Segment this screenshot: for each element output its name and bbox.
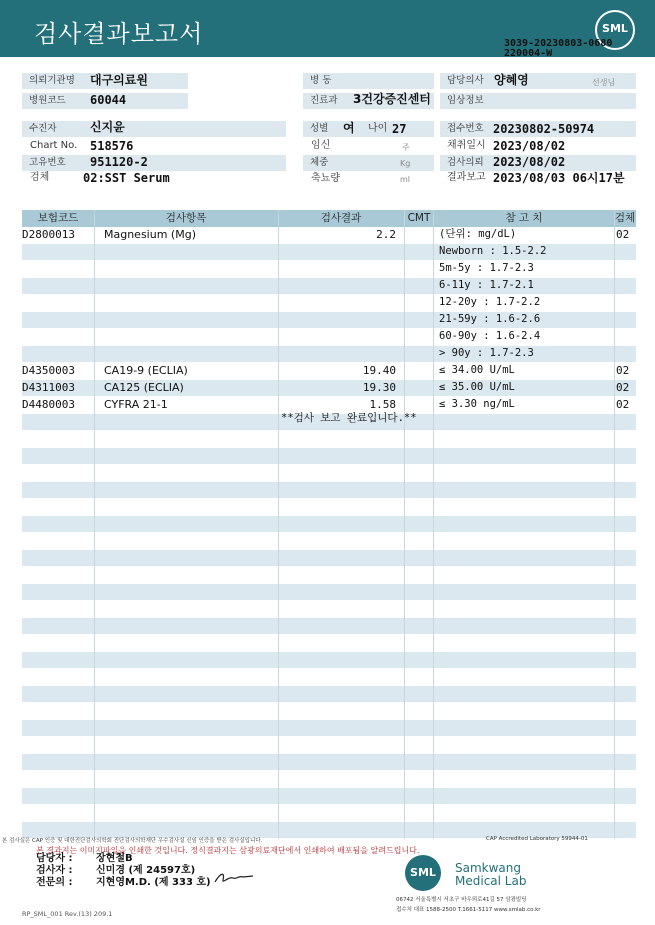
col-result: 검사결과 (320, 212, 362, 224)
chart-value: 518576 (90, 139, 134, 153)
row-result: 1.58 (369, 398, 396, 411)
row-item: CA125 (ECLIA) (104, 381, 184, 394)
col-cmt: CMT (407, 212, 431, 224)
requested-label: 검사의뢰 (440, 155, 636, 171)
col-divider (433, 210, 434, 839)
sex-label: 성별 (303, 121, 434, 137)
staff-name: 지현영M.D. (제 333 호) (96, 877, 211, 888)
weight-unit: Kg (400, 159, 411, 168)
hospital-value: 대구의료원 (90, 73, 148, 87)
sex-value: 여 (343, 121, 355, 135)
table-stripe-row (22, 584, 636, 600)
report-id-line2: 220004-W (504, 48, 553, 59)
urine-label: 축뇨량 (311, 173, 340, 184)
requested-value: 2023/08/02 (493, 155, 566, 169)
staff-label: 전문의 : (36, 877, 73, 888)
staff-label: 담당자 : (36, 853, 73, 864)
table-stripe-row (22, 754, 636, 770)
table-stripe-row (22, 618, 636, 634)
brand-address: 06742 서울특별시 서초구 바우뫼로41길 57 삼광빌딩 (396, 897, 527, 903)
hospital-code-label: 병원코드 (22, 93, 188, 109)
specimen-label: 검체 (30, 172, 50, 183)
row-item: CYFRA 21-1 (104, 398, 168, 411)
staff-tester (36, 865, 195, 877)
dept-label: 진료과 (303, 93, 434, 109)
col-divider (278, 210, 279, 839)
col-divider (94, 210, 95, 839)
report-title: 검사결과보고서 (34, 20, 204, 48)
col-specimen: 검체 (614, 212, 636, 224)
ref-line: (단위: mg/dL) (439, 228, 517, 240)
results-table-header (22, 210, 636, 227)
row-code: D4350003 (22, 364, 75, 377)
ref-line: ≤ 35.00 U/mL (439, 381, 515, 393)
row-code: D2800013 (22, 228, 75, 241)
row-specimen: 02 (616, 398, 630, 411)
sml-brand-logo-icon: SML (405, 855, 441, 891)
age-value: 27 (392, 122, 407, 136)
report-id-line1: 3039-20230803-0680 (504, 38, 613, 49)
ref-line: 6-11y : 1.7-2.1 (439, 279, 534, 291)
patient-label: 수진자 (22, 121, 286, 137)
receipt-label: 접수번호 (440, 121, 636, 137)
ref-line: ≤ 34.00 U/mL (439, 364, 515, 376)
row-result: 2.2 (376, 228, 396, 241)
ref-line: > 90y : 1.7-2.3 (439, 347, 534, 359)
row-specimen: 02 (616, 364, 630, 377)
row-specimen: 02 (616, 228, 630, 241)
table-stripe-row (22, 686, 636, 702)
collected-value: 2023/08/02 (493, 139, 566, 153)
cert-text: 본 검사실은 CAP 인증 및 대한진단검사의학회 진단검사의학재단 우수검사실 신임 인증을 받은 검사실입니다. (2, 838, 263, 844)
ref-line: 60-90y : 1.6-2.4 (439, 330, 541, 342)
ward-label: 병 동 (303, 73, 434, 89)
hospital-code-value: 60044 (90, 93, 127, 107)
doctor-value: 양혜영 (494, 73, 529, 87)
col-reference: 참 고 치 (505, 212, 543, 224)
ref-line: 12-20y : 1.7-2.2 (439, 296, 541, 308)
weight-label: 체중 (303, 155, 434, 171)
table-stripe-row (22, 482, 636, 498)
id-value: 951120-2 (90, 155, 148, 169)
table-stripe-row (22, 346, 636, 362)
staff-name: 장현철B (96, 853, 133, 864)
staff-label: 검사자 : (36, 865, 73, 876)
row-result: 19.30 (362, 381, 396, 394)
staff-specialist (36, 877, 211, 889)
brand-line1: Samkwang (455, 861, 521, 875)
table-stripe-row (22, 278, 636, 294)
table-stripe-row (22, 788, 636, 804)
urine-unit: ml (400, 175, 411, 184)
dept-value: 3건강증진센터 (353, 92, 431, 106)
specimen-value: 02:SST Serum (83, 171, 170, 185)
table-stripe-row (22, 550, 636, 566)
cap-text: CAP Accredited Laboratory 59944-01 (486, 836, 588, 842)
patient-value: 신지윤 (90, 120, 125, 134)
table-stripe-row (22, 312, 636, 328)
receipt-value: 20230802-50974 (493, 122, 595, 136)
print-notice: 본 결과지는 이미지파일을 인쇄한 것입니다. 정식결과지는 삼광의료재단에서 인쇄하여 배포됨을 알려드립니다. (36, 846, 420, 855)
id-label: 고유번호 (22, 155, 286, 171)
row-item: CA19-9 (ECLIA) (104, 364, 188, 377)
form-version: RP_SML_001 Rev.(13) 209.1 (22, 910, 113, 918)
collected-label: 채취일시 (447, 140, 486, 151)
staff-manager (36, 853, 133, 865)
row-specimen: 02 (616, 381, 630, 394)
ref-line: 21-59y : 1.6-2.6 (439, 313, 541, 325)
staff-name: 신미경 (제 24597호) (96, 865, 196, 876)
row-item: Magnesium (Mg) (104, 228, 196, 241)
pregnancy-label: 임신 (311, 140, 331, 151)
age-label: 나이 (368, 123, 388, 134)
row-code: D4311003 (22, 381, 75, 394)
clinical-info-label: 임상정보 (440, 93, 636, 109)
sml-logo-icon: SML (595, 10, 635, 50)
col-insurance-code: 보험코드 (37, 212, 79, 224)
signature-icon (213, 870, 255, 886)
ref-line: 5m-5y : 1.7-2.3 (439, 262, 534, 274)
row-result: 19.40 (362, 364, 396, 377)
chart-label: Chart No. (30, 140, 78, 151)
ref-line: ≤ 3.30 ng/mL (439, 398, 515, 410)
completion-message: **검사 보고 완료입니다.** (281, 412, 417, 424)
table-stripe-row (22, 652, 636, 668)
col-test-item: 검사항목 (165, 212, 207, 224)
brand-name (455, 862, 526, 888)
pregnancy-unit: 주 (402, 143, 410, 152)
brand-line2: Medical Lab (455, 874, 527, 888)
ref-line: Newborn : 1.5-2.2 (439, 245, 547, 257)
col-divider (404, 210, 405, 839)
doctor-suffix: 선생님 (592, 78, 616, 87)
doctor-label: 담당의사 (440, 73, 636, 89)
reported-value: 2023/08/03 06시17분 (493, 171, 625, 185)
table-stripe-row (22, 516, 636, 532)
table-stripe-row (22, 448, 636, 464)
reported-label: 결과보고 (447, 172, 486, 183)
brand-contact: 접수처 대표 1588-2500 T.1661-5117 www.smlab.co.kr (396, 907, 541, 913)
row-code: D4480003 (22, 398, 75, 411)
table-stripe-row (22, 720, 636, 736)
col-divider (614, 210, 615, 839)
hospital-label: 의뢰기관명 (22, 73, 188, 89)
